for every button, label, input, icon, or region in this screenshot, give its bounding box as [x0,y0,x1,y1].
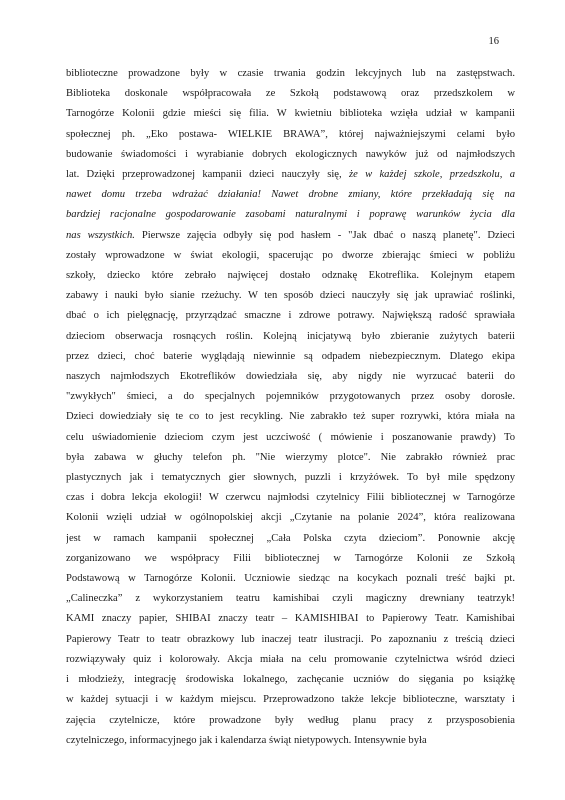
page-number: 16 [488,36,499,47]
italic-text-segment: nawet domu trzeba wdrażać działania! Nawet drobne zmiany, które przekładają się na [66,189,515,201]
text-segment: była zabawa w głuchy telefon ph. "Nie wierzymy plotce". Nie zabrakło również prac [66,451,515,463]
italic-text-segment: bardziej racjonalne gospodarowanie zasobami naturalnymi i poprawę warunków życia dla [66,209,515,221]
text-line [66,549,515,569]
text-line [66,367,515,387]
body-text [66,64,515,751]
text-line [66,711,515,731]
text-line [66,690,515,710]
text-line [66,529,515,549]
text-line [66,630,515,650]
italic-text-segment: nas wszystkich. [66,229,135,241]
text-line [66,347,515,367]
text-line [66,569,515,589]
italic-text-segment: że w każdej szkole, przedszkolu, a [348,169,515,181]
text-segment: w każdej sytuacji i w każdym miejscu. Przeprowadzono także lekcje biblioteczne, warsztaty i [66,694,515,706]
text-line [66,468,515,488]
text-line [66,104,515,124]
text-line [66,508,515,528]
text-line [66,306,515,326]
text-segment: plastycznych jak i tematycznych gier słownych, puzzli i krzyżówek. To był mile spędzony [66,472,515,484]
text-line [66,670,515,690]
text-segment: Tarnogórze Kolonii gdzie mieści się filia. W kwietniu biblioteka wzięła udział w kampanii [66,108,515,120]
text-line [66,387,515,407]
text-line [66,205,515,225]
text-segment: „Calineczka” z wykorzystaniem teatru kamishibai czyli magiczny drewniany teatrzyk! [66,593,515,605]
text-line [66,650,515,670]
text-line [66,84,515,104]
text-line [66,226,515,246]
text-segment: zostały wprowadzone w świat ekologii, spacerując po dworze zbierając śmieci w pobliżu [66,249,515,261]
text-segment: Podstawową w Tarnogórze Kolonii. Uczniowie siedząc na kocykach poznali treść bajki pt. [66,573,515,585]
text-line [66,448,515,468]
text-line [66,488,515,508]
text-segment: budowanie świadomości i wyrabianie dobrych ekologicznych nawyków już od najmłodszych [66,148,515,160]
text-segment: Pierwsze zajęcia odbyły się pod hasłem - "Jak dbać o naszą planetę". Dzieci [134,229,515,241]
text-segment: celu uświadomienie dzieciom czym jest uczciwość ( mówienie i poszanowanie prawdy) To [66,431,515,443]
text-line [66,589,515,609]
text-segment: dbać o ich pielęgnację, przyrządzać smaczne i zdrowe potrawy. Największą radość sprawiała [66,310,515,322]
text-segment: Kolonii wzięli udział w ogólnopolskiej akcji „Czytanie na polanie 2024”, która realizowana [66,512,515,524]
text-line [66,246,515,266]
text-line [66,286,515,306]
text-segment: zorganizowano we współpracy Filii bibliotecznej w Tarnogórze Kolonii ze Szkołą [66,552,515,564]
text-line [66,609,515,629]
text-segment: rozwiązywały quiz i kolorowały. Akcja miała na celu promowanie czytelnictwa wśród dzieci [66,653,515,665]
text-segment: i młodzieży, integrację środowiska lokalnego, zachęcanie uczniów do sięgania po książkę [66,674,515,686]
text-segment: społecznej ph. „Eko postawa- WIELKIE BRAWA”, której najważniejszymi celami było [66,128,515,140]
text-segment: czas i dobra lekcja ekologii! W czerwcu najmłodsi czytelnicy Filii bibliotecznej w Tarnogórze [66,492,515,504]
text-line [66,428,515,448]
text-line [66,145,515,165]
text-line [66,407,515,427]
text-line [66,185,515,205]
text-segment: zajęcia czytelnicze, które prowadzone były według planu pracy z przysposobienia [66,714,515,726]
text-segment: czytelniczego, informacyjnego jak i kalendarza świąt nietypowych. Intensywnie była [66,734,427,746]
text-segment: Papierowy Teatr to teatr obrazkowy lub inaczej teatr ilustracji. Po zapoznaniu z treścią dzieci [66,633,515,645]
text-segment: dzieciom obserwacja rosnących roślin. Kolejną inicjatywą było zbieranie zużytych baterii [66,330,515,342]
text-line [66,165,515,185]
text-line [66,125,515,145]
text-segment: Biblioteka doskonale współpracowała ze Szkołą podstawową oraz przedszkolem w [66,88,515,100]
text-segment: biblioteczne prowadzone były w czasie trwania godzin lekcyjnych lub na zastępstwach. [66,68,515,79]
text-line [66,327,515,347]
text-segment: szkoły, dziecko które zebrało najwięcej dostało odznakę Ekotreflika. Kolejnym etapem [66,270,515,282]
text-line [66,64,515,84]
text-line [66,266,515,286]
text-segment: "zwykłych" śmieci, a do specjalnych pojemników przygotowanych przez osoby dorosłe. [66,391,515,403]
text-segment: jest w ramach kampanii społecznej „Cała Polska czyta dzieciom”. Ponownie akcję [66,532,515,544]
text-segment: naszych najmłodszych Ekotreflików dowiedziała się, aby nigdy nie wyrzucać baterii do [66,371,515,383]
text-segment: Dzieci dowiedziały się te co to jest recykling. Nie zabrakło też super rozrywki, która miała na [66,411,515,423]
text-segment: zabawy i nauki było sianie rzeżuchy. W ten sposób dzieci nauczyły się jak uprawiać roślinki, [66,290,515,302]
text-segment: KAMI znaczy papier, SHIBAI znaczy teatr – KAMISHIBAI to Papierowy Teatr. Kamishibai [66,613,515,625]
text-segment: lat. Dzięki przeprowadzonej kampanii dzieci nauczyły się, [66,169,349,181]
text-segment: przez dzieci, choć baterie wyglądają niewinnie są odpadem niebezpiecznym. Dlatego ekipa [66,350,515,362]
text-line [66,731,515,751]
